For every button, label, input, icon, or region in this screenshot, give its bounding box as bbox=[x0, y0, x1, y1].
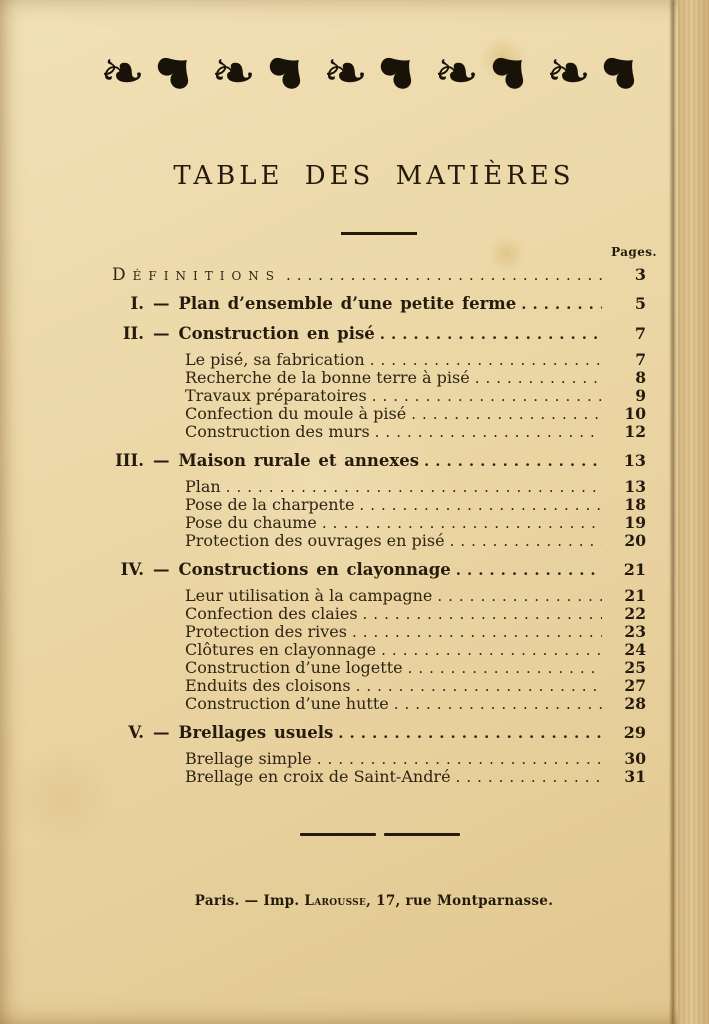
leaf-solid-icon: ❥ bbox=[587, 36, 658, 107]
toc-subentry bbox=[185, 641, 646, 659]
toc-entry-label: Recherche de la bonne terre à pisé bbox=[185, 368, 470, 387]
dot-leader bbox=[375, 423, 602, 441]
toc-page-number: 21 bbox=[623, 560, 646, 579]
title-divider bbox=[341, 232, 417, 235]
section-numeral: I. bbox=[130, 294, 144, 313]
toc-page-number: 25 bbox=[624, 658, 646, 677]
toc-page-number: 3 bbox=[634, 265, 646, 284]
dot-leader bbox=[437, 587, 602, 605]
toc-entry-label: Construction des murs bbox=[185, 422, 370, 441]
dot-leader bbox=[372, 387, 602, 405]
toc-entry-label: Plan d’ensemble d’une petite ferme bbox=[178, 294, 517, 313]
toc-entry-label: Construction d’une logette bbox=[185, 658, 403, 677]
dot-leader bbox=[411, 405, 602, 423]
toc-subentry bbox=[185, 369, 646, 387]
dot-leader bbox=[456, 560, 602, 580]
dot-leader bbox=[317, 750, 602, 768]
toc-subentry bbox=[185, 587, 646, 605]
toc-entry-label: Maison rurale et annexes bbox=[178, 451, 420, 470]
toc-section-4 bbox=[112, 560, 646, 580]
toc-page-number: 5 bbox=[634, 294, 646, 313]
leaf-solid-icon: ❥ bbox=[475, 36, 547, 107]
toc-section-2 bbox=[112, 324, 646, 344]
dot-leader bbox=[226, 478, 602, 496]
dot-leader bbox=[424, 451, 602, 471]
section-numeral: II. bbox=[122, 324, 144, 343]
dot-leader bbox=[356, 677, 602, 695]
toc-entry-label: Protection des rives bbox=[185, 622, 347, 641]
toc-page-number: 9 bbox=[635, 386, 646, 405]
toc-entry-definitions bbox=[112, 266, 646, 284]
leaf-outline-icon: ❧ bbox=[208, 38, 260, 107]
toc-subentry bbox=[185, 623, 646, 641]
leaf-outline-icon: ❧ bbox=[96, 38, 149, 107]
leaf-solid-icon: ❥ bbox=[364, 36, 435, 107]
dot-leader bbox=[380, 324, 602, 344]
leaf-outline-icon: ❧ bbox=[319, 38, 372, 107]
leaf-outline-icon: ❧ bbox=[542, 38, 595, 107]
footer-divider-bar bbox=[300, 833, 376, 836]
toc-entry-label: Pose du chaume bbox=[185, 513, 317, 532]
toc-page-number: 13 bbox=[623, 451, 646, 470]
toc-page-number: 21 bbox=[624, 586, 646, 605]
pages-column-header: Pages. bbox=[611, 245, 657, 259]
toc-subentry bbox=[185, 695, 646, 713]
printer-imprint bbox=[39, 893, 709, 909]
dot-leader bbox=[456, 768, 602, 786]
toc-page-number: 27 bbox=[624, 676, 646, 695]
leaf-ornament bbox=[96, 20, 658, 107]
toc-page-number: 12 bbox=[624, 422, 646, 441]
toc-entry-label: Confection des claies bbox=[185, 604, 358, 623]
toc-subentry bbox=[185, 351, 646, 369]
toc-page-number: 31 bbox=[624, 767, 646, 786]
toc-page-number: 7 bbox=[634, 324, 646, 343]
toc-page-number: 20 bbox=[624, 531, 646, 550]
page-title: TABLE DES MATIÈRES bbox=[173, 161, 575, 191]
dot-leader bbox=[352, 623, 602, 641]
toc-entry-label: Pose de la charpente bbox=[185, 495, 355, 514]
toc-page-number: 19 bbox=[624, 513, 646, 532]
toc-page-number: 13 bbox=[624, 477, 646, 496]
dot-leader bbox=[450, 532, 602, 550]
dot-leader bbox=[322, 514, 602, 532]
leaf-solid-icon: ❥ bbox=[141, 36, 213, 107]
toc-page-number: 22 bbox=[624, 604, 646, 623]
section-numeral: IV. bbox=[120, 560, 144, 579]
toc-entry-label: Plan bbox=[185, 477, 221, 496]
imprint-press-name: Larousse bbox=[304, 893, 367, 909]
toc-page-number: 10 bbox=[624, 404, 646, 423]
toc-section-1 bbox=[112, 294, 646, 314]
toc-page-number: 7 bbox=[635, 350, 646, 369]
dot-leader bbox=[286, 266, 602, 284]
dot-leader bbox=[370, 351, 602, 369]
toc-subentry bbox=[185, 514, 646, 532]
section-dash: — bbox=[153, 294, 170, 313]
toc-section-5 bbox=[112, 723, 646, 743]
toc-entry-label: Clôtures en clayonnage bbox=[185, 640, 377, 659]
leaf-outline-icon: ❧ bbox=[431, 38, 483, 107]
binding-crease bbox=[669, 0, 678, 1024]
toc-entry-label: Définitions bbox=[112, 265, 281, 285]
dot-leader bbox=[475, 369, 602, 387]
toc-subentry bbox=[185, 768, 646, 786]
toc-entry-label: Protection des ouvrages en pisé bbox=[185, 531, 445, 550]
dot-leader bbox=[394, 695, 602, 713]
toc-entry-label: Travaux préparatoires bbox=[185, 386, 367, 405]
toc-subentry bbox=[185, 423, 646, 441]
dot-leader bbox=[338, 723, 602, 743]
toc-subentry bbox=[185, 677, 646, 695]
toc-subentry bbox=[185, 387, 646, 405]
toc-entry-label: Brellages usuels bbox=[178, 723, 334, 742]
toc-entry-label: Constructions en clayonnage bbox=[178, 560, 451, 579]
toc-subentry bbox=[185, 478, 646, 496]
toc-entry-label: Construction en pisé bbox=[178, 324, 375, 343]
toc-entry-label: Confection du moule à pisé bbox=[185, 404, 407, 423]
toc-page-number: 28 bbox=[624, 694, 646, 713]
toc-subentry bbox=[185, 405, 646, 423]
section-dash: — bbox=[153, 723, 170, 742]
toc-page-number: 24 bbox=[624, 640, 646, 659]
dot-leader bbox=[359, 496, 602, 514]
footer-divider-bar bbox=[384, 833, 460, 836]
dot-leader bbox=[363, 605, 602, 623]
toc-entry-label: Brellage simple bbox=[185, 749, 312, 768]
toc-subentry bbox=[185, 750, 646, 768]
toc-subentry bbox=[185, 532, 646, 550]
toc-entry-label: Construction d’une hutte bbox=[185, 694, 389, 713]
imprint-suffix: , 17, rue Montparnasse. bbox=[366, 893, 554, 909]
dot-leader bbox=[521, 294, 602, 314]
toc-subentry bbox=[185, 659, 646, 677]
toc-page-number: 29 bbox=[623, 723, 646, 742]
leaf-solid-icon: ❥ bbox=[253, 36, 324, 107]
dot-leader bbox=[381, 641, 602, 659]
toc-entry-label: Le pisé, sa fabrication bbox=[185, 350, 365, 369]
table-of-contents bbox=[112, 266, 646, 786]
toc-subentry bbox=[185, 605, 646, 623]
toc-entry-label: Leur utilisation à la campagne bbox=[185, 586, 433, 605]
toc-page-number: 8 bbox=[635, 368, 646, 387]
toc-entry-label: Enduits des cloisons bbox=[185, 676, 351, 695]
section-dash: — bbox=[153, 451, 170, 470]
imprint-prefix: Paris. — Imp. bbox=[194, 893, 305, 909]
toc-subentry bbox=[185, 496, 646, 514]
footer-divider bbox=[300, 833, 460, 836]
toc-entry-label: Brellage en croix de Saint-André bbox=[185, 767, 451, 786]
section-numeral: III. bbox=[115, 451, 144, 470]
toc-page-number: 18 bbox=[624, 495, 646, 514]
toc-section-3 bbox=[112, 451, 646, 471]
page-edge bbox=[678, 0, 709, 1024]
toc-page-number: 30 bbox=[624, 749, 646, 768]
toc-page-number: 23 bbox=[624, 622, 646, 641]
section-dash: — bbox=[153, 324, 170, 343]
section-dash: — bbox=[153, 560, 170, 579]
section-numeral: V. bbox=[128, 723, 144, 742]
dot-leader bbox=[408, 659, 602, 677]
